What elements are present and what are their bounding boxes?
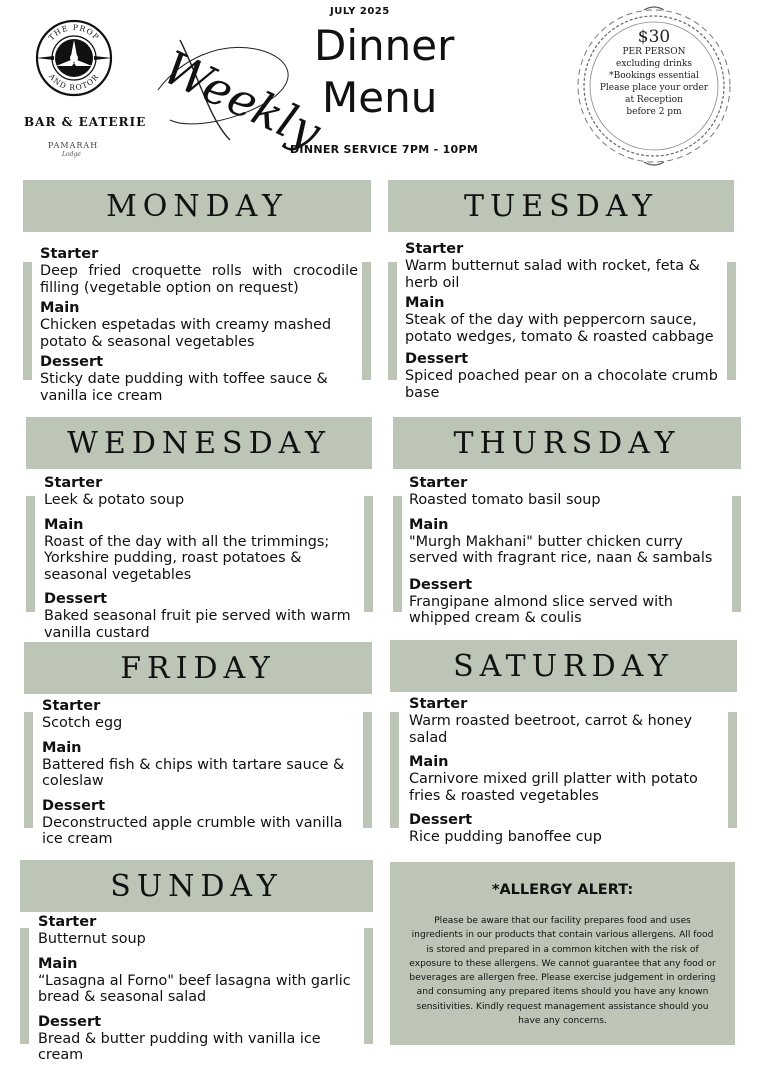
starter-label: Starter xyxy=(405,241,464,257)
day-side-bar-left xyxy=(23,262,32,380)
dinner-service-hours: DINNER SERVICE 7PM - 10PM xyxy=(290,143,479,156)
day-side-bar-left xyxy=(393,496,402,612)
main-label: Main xyxy=(405,295,445,311)
starter-label: Starter xyxy=(42,698,101,714)
main-dish: Steak of the day with peppercorn sauce, potato wedges, tomato & roasted cabbage xyxy=(405,312,714,345)
dessert-dish: Bread & butter pudding with vanilla ice cream xyxy=(38,1030,321,1063)
day-header-monday: MONDAY xyxy=(23,180,371,232)
day-header-thursday: THURSDAY xyxy=(393,417,741,469)
day-courses-tuesday xyxy=(405,241,725,401)
main-dish: Carnivore mixed grill platter with potato fries & roasted vegetables xyxy=(409,771,698,804)
day-side-bar-left xyxy=(24,712,33,828)
dessert-label: Dessert xyxy=(409,576,473,593)
allergy-title: *ALLERGY ALERT: xyxy=(491,882,634,898)
weekly-script-title: Weekly xyxy=(155,40,329,160)
starter-dish: Roasted tomato basil soup xyxy=(409,492,601,508)
day-header-sunday: SUNDAY xyxy=(20,860,373,912)
bar-eatery-label: BAR & EATERIE xyxy=(24,115,147,129)
prop-and-rotor-logo xyxy=(34,18,114,98)
main-dish: Roast of the day with all the trimmings; Yorkshire pudding, roast potatoes & seasonal vegetables xyxy=(44,533,330,583)
price-per-person: PER PERSON xyxy=(622,47,686,57)
dessert-dish: Spiced poached pear on a chocolate crumb base xyxy=(405,368,718,401)
starter-label: Starter xyxy=(44,475,103,491)
dessert-label: Dessert xyxy=(44,591,108,607)
menu-title: Menu xyxy=(322,73,438,122)
day-header-friday: FRIDAY xyxy=(24,642,372,694)
day-courses-saturday xyxy=(409,696,727,846)
day-side-bar-right xyxy=(364,928,373,1044)
dessert-label: Dessert xyxy=(405,351,469,367)
day-side-bar-right xyxy=(363,712,372,828)
main-label: Main xyxy=(44,516,84,533)
price-order-line1: Please place your order xyxy=(599,83,709,93)
day-header-wednesday: WEDNESDAY xyxy=(26,417,372,469)
day-side-bar-right xyxy=(728,712,737,828)
starter-dish: Warm butternut salad with rocket, feta & herb oil xyxy=(405,258,700,291)
starter-label: Starter xyxy=(409,475,468,491)
dessert-dish: Baked seasonal fruit pie served with warm vanilla custard xyxy=(44,608,351,641)
pamarah-label: PAMARAH xyxy=(48,141,99,150)
dessert-dish: Frangipane almond slice served with whipped cream & coulis xyxy=(409,593,673,626)
dessert-dish: Sticky date pudding with toffee sauce & vanilla ice cream xyxy=(40,371,328,404)
day-side-bar-right xyxy=(727,262,736,380)
price-amount: $30 xyxy=(637,27,671,47)
logo-ring-top-text: THE PROP xyxy=(46,22,102,43)
dinner-title: Dinner xyxy=(314,21,455,70)
starter-dish: Scotch egg xyxy=(42,715,123,731)
main-dish: Chicken espetadas with creamy mashed potato & seasonal vegetables xyxy=(40,317,332,350)
main-dish: “Lasagna al Forno" beef lasagna with garlic bread & seasonal salad xyxy=(38,972,351,1005)
main-label: Main xyxy=(409,516,449,533)
day-side-bar-left xyxy=(388,262,397,380)
price-info xyxy=(594,28,714,118)
price-excluding: excluding drinks xyxy=(616,59,692,69)
day-header-tuesday: TUESDAY xyxy=(388,180,734,232)
dessert-label: Dessert xyxy=(40,354,104,370)
main-dish: "Murgh Makhani" butter chicken curry served with fragrant rice, naan & sambals xyxy=(409,533,713,566)
starter-label: Starter xyxy=(40,246,99,262)
main-label: Main xyxy=(38,955,78,972)
starter-dish: Leek & potato soup xyxy=(44,492,185,508)
logo-ring-bottom-text: AND ROTOR xyxy=(47,71,101,93)
starter-dish: Warm roasted beetroot, carrot & honey salad xyxy=(409,713,693,746)
day-courses-thursday xyxy=(409,475,727,627)
pamarah-sub-label: Lodge xyxy=(62,151,81,158)
main-label: Main xyxy=(40,300,80,316)
dessert-dish: Deconstructed apple crumble with vanilla ice cream xyxy=(42,814,343,847)
day-side-bar-left xyxy=(26,496,35,612)
starter-dish: Butternut soup xyxy=(38,931,146,947)
day-side-bar-right xyxy=(732,496,741,612)
day-courses-friday xyxy=(42,698,360,848)
price-order-line2: at Reception xyxy=(625,95,683,105)
day-courses-sunday xyxy=(38,914,360,1064)
allergy-body: Please be aware that our facility prepares food and uses ingredients in our products that contain various allergens. All food is stored and prepared in a common kitchen with the risk of exposure to these allergens. We cannot guarantee that any food or beverages are allergen free. Please exercise judgement in ordering and consuming any prepared items should you have any known sensitivities. Kindly request management assistance should you have any concerns. xyxy=(409,916,716,1027)
price-order-line3: before 2 pm xyxy=(626,107,682,117)
dessert-label: Dessert xyxy=(42,797,106,814)
starter-label: Starter xyxy=(38,914,97,930)
menu-month: JULY 2025 xyxy=(330,6,390,17)
starter-label: Starter xyxy=(409,696,468,712)
dessert-label: Dessert xyxy=(38,1013,102,1030)
price-bookings: *Bookings essential xyxy=(609,71,699,81)
day-header-saturday: SATURDAY xyxy=(390,640,737,692)
allergy-alert-box xyxy=(390,862,735,1045)
day-courses-monday xyxy=(40,246,358,404)
day-side-bar-left xyxy=(390,712,399,828)
dessert-label: Dessert xyxy=(409,812,473,828)
day-side-bar-right xyxy=(364,496,373,612)
day-side-bar-left xyxy=(20,928,29,1044)
main-dish: Battered fish & chips with tartare sauce & coleslaw xyxy=(42,756,345,789)
starter-dish: Deep fried croquette rolls with crocodile filling (vegetable option on request) xyxy=(40,263,358,296)
day-courses-wednesday xyxy=(44,475,362,641)
main-label: Main xyxy=(409,754,449,770)
main-label: Main xyxy=(42,739,82,756)
day-side-bar-right xyxy=(362,262,371,380)
dessert-dish: Rice pudding banoffee cup xyxy=(409,829,602,845)
